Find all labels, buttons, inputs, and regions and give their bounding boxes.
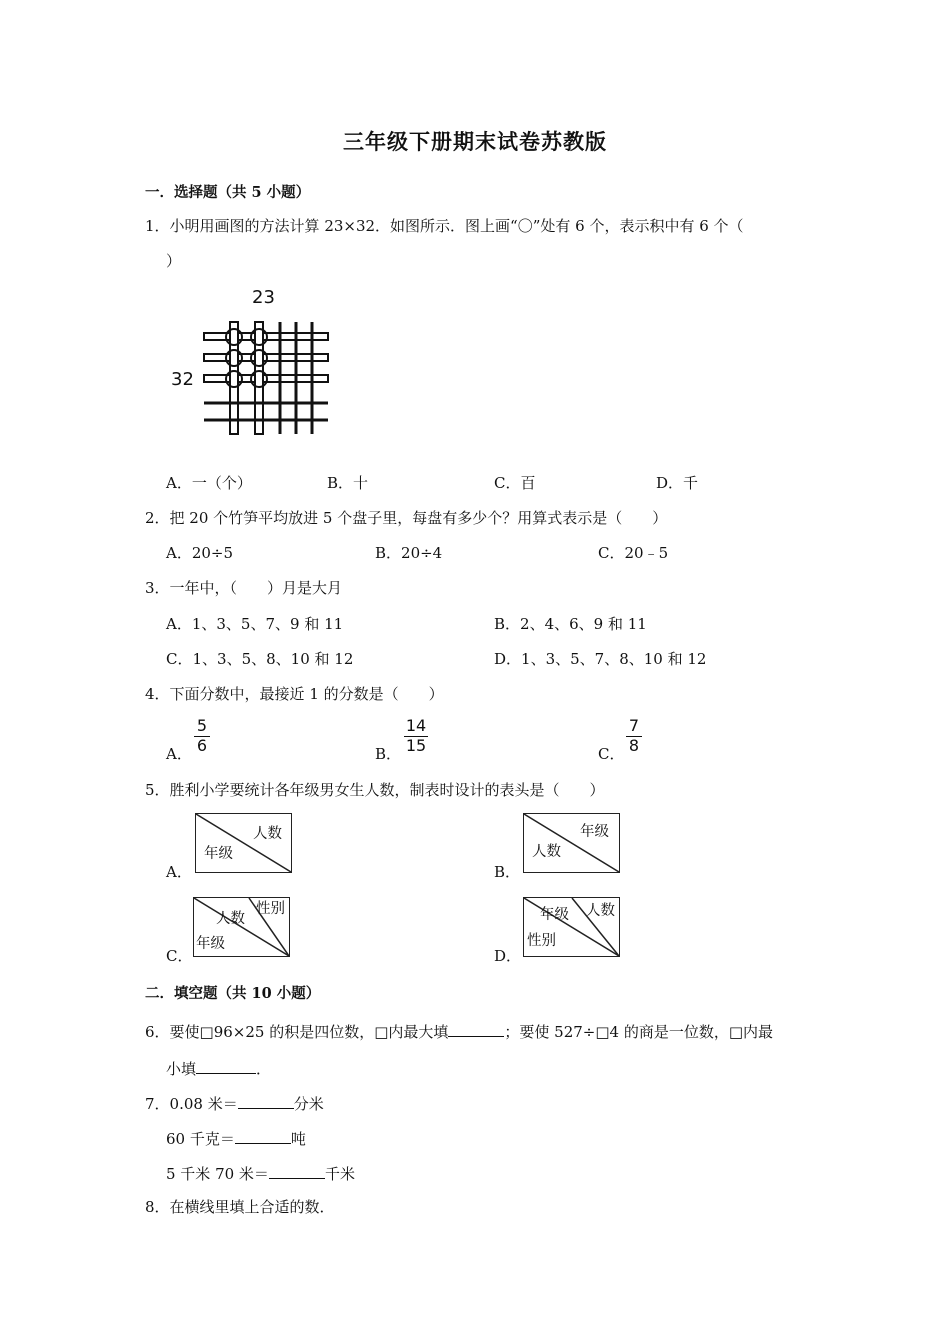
answer-blank-7b[interactable] <box>235 1130 291 1144</box>
question-3-text: 3．一年中，（ ）月是大月 <box>145 579 343 597</box>
q5-option-c-table-header[interactable] <box>193 897 290 957</box>
question-7-part-2: 60 千克＝ <box>166 1130 235 1148</box>
q4-option-b-fraction[interactable] <box>404 718 428 754</box>
question-7-line-2 <box>166 1130 306 1147</box>
q3-option-d[interactable]: D．1、3、5、7、8、10 和 12 <box>494 650 707 668</box>
header-label-renshu: 人数 <box>216 911 245 927</box>
fraction-numerator: 5 <box>196 716 208 735</box>
q4-option-c-label[interactable]: C． <box>598 745 625 763</box>
q2-option-b[interactable]: B．20÷4 <box>375 544 443 562</box>
q4-option-c-fraction[interactable] <box>626 718 642 754</box>
header-label-nianji: 年级 <box>196 936 225 952</box>
grid-lines-drawing <box>168 286 338 438</box>
q5-option-b-label[interactable]: B． <box>494 863 521 881</box>
question-6-line-2 <box>166 1060 271 1077</box>
question-4-text: 4．下面分数中，最接近 1 的分数是（ ） <box>145 685 444 703</box>
q3-option-b[interactable]: B．2、4、6、9 和 11 <box>494 615 647 633</box>
fraction-denominator: 15 <box>405 736 427 755</box>
q5-option-a-table-header[interactable] <box>195 813 292 873</box>
question-7-unit-1: 分米 <box>293 1095 324 1113</box>
diagonal-line <box>196 814 291 872</box>
header-label-renshu: 人数 <box>532 844 561 860</box>
answer-blank-6b[interactable] <box>196 1060 256 1074</box>
q3-option-a[interactable]: A．1、3、5、7、9 和 11 <box>166 615 344 633</box>
header-label-renshu: 人数 <box>253 826 282 842</box>
fraction-numerator: 14 <box>405 716 427 735</box>
question-6-text-part-4: ． <box>256 1060 272 1078</box>
q5-option-b-table-header[interactable] <box>523 813 620 873</box>
header-label-nianji: 年级 <box>580 824 609 840</box>
question-7-part-3: 5 千米 70 米＝ <box>166 1165 269 1183</box>
question-1-text: 1．小明用画图的方法计算 23×32．如图所示．图上画“〇”处有 6 个，表示积中有 6 个（ <box>145 217 744 235</box>
header-label-xingbie: 性别 <box>527 933 556 949</box>
question-6-text-part-1: 6．要使□96×25 的积是四位数，□内最大填 <box>145 1023 449 1041</box>
header-label-renshu: 人数 <box>586 903 615 919</box>
question-2-text: 2．把 20 个竹笋平均放进 5 个盘子里，每盘有多少个？用算式表示是（ ） <box>145 509 668 527</box>
q1-option-d[interactable]: D．千 <box>656 474 699 492</box>
question-7-unit-3: 千米 <box>324 1165 355 1183</box>
section-heading-choice: 一．选择题（共 5 小题） <box>145 184 311 201</box>
question-7-line-3 <box>166 1165 355 1182</box>
header-label-xingbie: 性别 <box>256 901 285 917</box>
question-8-text: 8．在横线里填上合适的数． <box>145 1198 335 1216</box>
question-1-text-cont: ） <box>166 252 182 270</box>
q4-option-a-label[interactable]: A． <box>166 745 192 763</box>
fraction-denominator: 6 <box>196 736 208 755</box>
q5-option-d-table-header[interactable] <box>523 897 620 957</box>
multiplication-grid-figure <box>168 286 338 438</box>
header-label-nianji: 年级 <box>540 907 569 923</box>
fraction-denominator: 8 <box>628 736 640 755</box>
q1-option-a[interactable]: A．一（个） <box>166 474 252 492</box>
question-6-text-part-2: ；要使 527÷□4 的商是一位数，□内最 <box>504 1023 774 1041</box>
q3-option-c[interactable]: C．1、3、5、8、10 和 12 <box>166 650 354 668</box>
answer-blank-6a[interactable] <box>448 1023 504 1037</box>
q5-option-c-label[interactable]: C． <box>166 947 193 965</box>
q2-option-c[interactable]: C．20﹣5 <box>598 544 669 562</box>
q4-option-a-fraction[interactable] <box>194 718 210 754</box>
diagonal-line <box>524 814 619 872</box>
fraction-numerator: 7 <box>628 716 640 735</box>
figure-label-23: 23 <box>252 287 275 308</box>
answer-blank-7c[interactable] <box>269 1165 325 1179</box>
question-5-text: 5．胜利小学要统计各年级男女生人数，制表时设计的表头是（ ） <box>145 781 605 799</box>
q2-option-a[interactable]: A．20÷5 <box>166 544 234 562</box>
q5-option-a-label[interactable]: A． <box>166 863 192 881</box>
section-heading-fill-in: 二．填空题（共 10 小题） <box>145 985 321 1002</box>
question-6-line-1 <box>145 1023 773 1040</box>
answer-blank-7a[interactable] <box>238 1095 294 1109</box>
question-7-unit-2: 吨 <box>290 1130 306 1148</box>
question-7-line-1 <box>145 1095 324 1112</box>
question-6-text-part-3: 小填 <box>166 1060 197 1078</box>
q5-option-d-label[interactable]: D． <box>494 947 522 965</box>
figure-label-32: 32 <box>171 369 194 390</box>
header-label-nianji: 年级 <box>204 846 233 862</box>
q1-option-c[interactable]: C．百 <box>494 474 536 492</box>
page-title: 三年级下册期末试卷苏教版 <box>343 129 607 154</box>
q4-option-b-label[interactable]: B． <box>375 745 402 763</box>
question-7-part-1: 7．0.08 米＝ <box>145 1095 238 1113</box>
q1-option-b[interactable]: B．十 <box>327 474 369 492</box>
